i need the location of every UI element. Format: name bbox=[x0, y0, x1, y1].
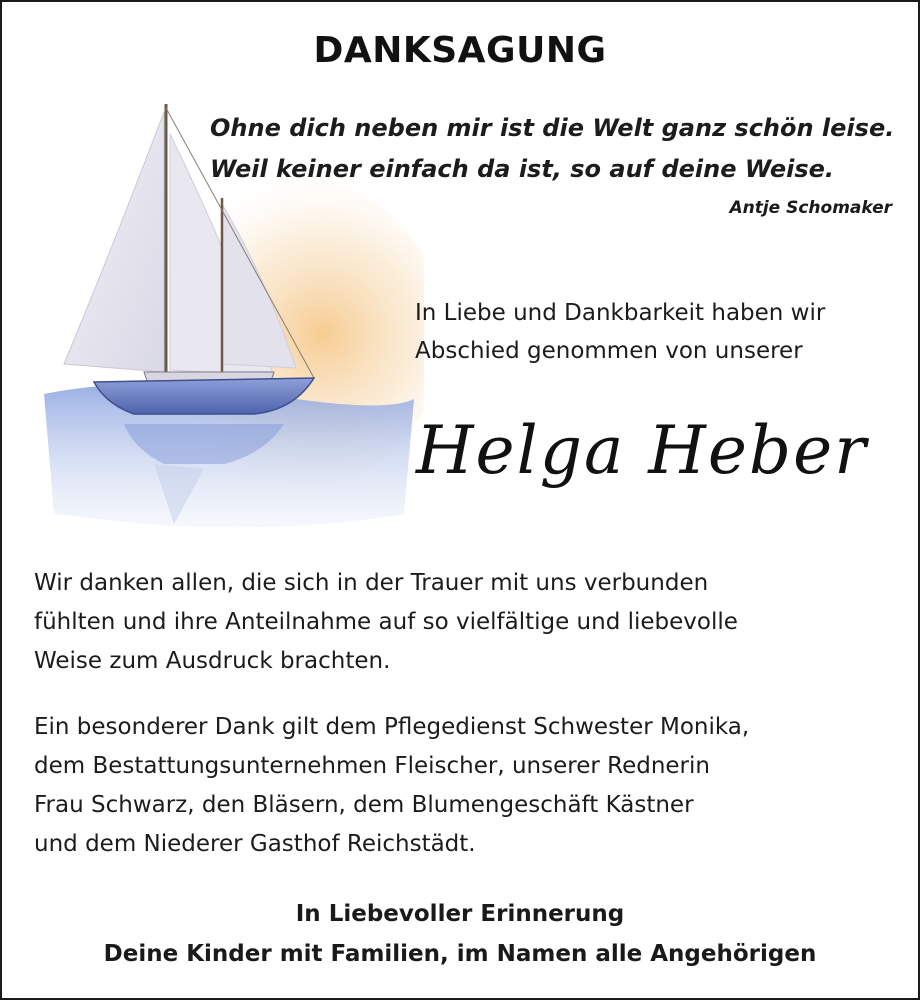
main-sail bbox=[64, 112, 164, 372]
deceased-name: Helga Heber bbox=[416, 412, 868, 489]
memorial-quote bbox=[210, 108, 900, 190]
paragraph-line: Frau Schwarz, den Bläsern, dem Blumengeschäft Kästner bbox=[34, 792, 694, 818]
intro-line: Abschied genommen von unserer bbox=[415, 338, 803, 364]
paragraph-line: dem Bestattungsunternehmen Fleischer, unserer Rednerin bbox=[34, 753, 710, 779]
quote-line: Ohne dich neben mir ist die Welt ganz schön leise. bbox=[210, 114, 895, 142]
thanks-paragraph-general bbox=[34, 564, 894, 681]
paragraph-line: fühlten und ihre Anteilnahme auf so vielfältige und liebevolle bbox=[34, 609, 738, 635]
paragraph-line: und dem Niederer Gasthof Reichstädt. bbox=[34, 831, 476, 857]
thanks-paragraph-special bbox=[34, 708, 894, 864]
intro-line: In Liebe und Dankbarkeit haben wir bbox=[415, 300, 826, 326]
closing-signature bbox=[2, 894, 918, 974]
closing-line: In Liebevoller Erinnerung bbox=[295, 901, 625, 927]
paragraph-line: Weise zum Ausdruck brachten. bbox=[34, 648, 391, 674]
quote-author: Antje Schomaker bbox=[729, 198, 892, 218]
closing-line: Deine Kinder mit Familien, im Namen alle Angehörigen bbox=[103, 941, 817, 967]
intro-text bbox=[415, 294, 905, 370]
paragraph-line: Wir danken allen, die sich in der Trauer mit uns verbunden bbox=[34, 570, 709, 596]
notice-heading: DANKSAGUNG bbox=[313, 30, 607, 71]
quote-line: Weil keiner einfach da ist, so auf deine Weise. bbox=[210, 155, 834, 183]
paragraph-line: Ein besonderer Dank gilt dem Pflegedienst Schwester Monika, bbox=[34, 714, 750, 740]
